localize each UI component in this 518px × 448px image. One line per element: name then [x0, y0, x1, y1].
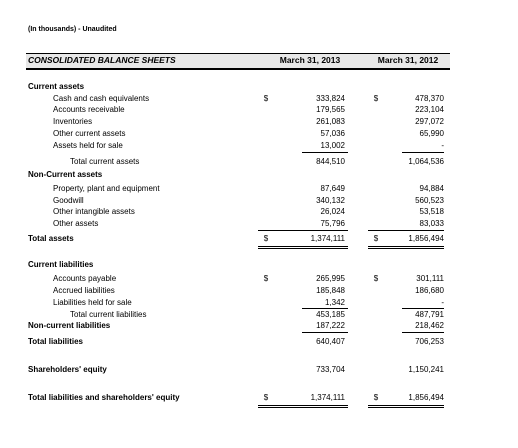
- total-rule: [258, 405, 348, 406]
- value-2013: 453,185: [316, 310, 345, 319]
- table-row: [0, 273, 518, 285]
- value-2013: 57,036: [320, 129, 345, 138]
- row-label: Goodwill: [53, 196, 84, 205]
- row-label: Assets held for sale: [53, 141, 123, 150]
- currency-symbol: $: [263, 234, 269, 243]
- value-2013: 26,024: [320, 207, 345, 216]
- value-2012: 560,523: [415, 196, 444, 205]
- row-label: Non-current liabilities: [28, 321, 111, 330]
- row-label: Cash and cash equivalents: [53, 94, 150, 103]
- row-label: Liabilities held for sale: [53, 298, 132, 307]
- table-row: [0, 392, 518, 404]
- value-2012: -: [441, 298, 444, 307]
- subtotal-rule: [368, 230, 444, 231]
- currency-symbol: $: [373, 234, 379, 243]
- currency-symbol: $: [373, 393, 379, 402]
- value-2012: 706,253: [415, 337, 444, 346]
- value-2012: 1,150,241: [408, 365, 444, 374]
- value-2013: 1,374,111: [310, 393, 345, 402]
- value-2012: 297,072: [415, 117, 444, 126]
- value-2013: 1,374,111: [310, 234, 345, 243]
- value-2012: 1,064,536: [408, 157, 444, 166]
- value-2012: 65,990: [419, 129, 444, 138]
- value-2012: -: [441, 141, 444, 150]
- row-label: Inventories: [53, 117, 93, 126]
- table-row: [0, 285, 518, 297]
- currency-symbol: $: [373, 274, 379, 283]
- total-rule: [258, 246, 348, 247]
- section-non-current-assets: [0, 169, 518, 181]
- total-rule: [258, 407, 348, 408]
- value-2013: 333,824: [316, 94, 345, 103]
- column-header-2012: March 31, 2012: [377, 55, 439, 65]
- value-2012: 94,884: [419, 184, 444, 193]
- row-label: Total assets: [28, 234, 74, 243]
- value-2013: 261,083: [316, 117, 345, 126]
- table-row: [0, 364, 518, 376]
- table-row: [0, 116, 518, 128]
- total-rule: [368, 248, 444, 249]
- value-2013: 340,132: [316, 196, 345, 205]
- table-row: [0, 128, 518, 140]
- table-row: [0, 206, 518, 218]
- currency-symbol: $: [373, 94, 379, 103]
- table-row: [0, 104, 518, 116]
- row-label: Total liabilities and shareholders' equity: [28, 393, 180, 402]
- row-label: Other current assets: [53, 129, 126, 138]
- row-label: Accrued liabilities: [53, 286, 115, 295]
- total-rule: [368, 407, 444, 408]
- subtotal-rule: [302, 152, 348, 153]
- table-row: [0, 233, 518, 245]
- value-2013: 87,649: [320, 184, 345, 193]
- table-row: [0, 336, 518, 348]
- value-2013: 13,002: [320, 141, 345, 150]
- section-current-assets: [0, 81, 518, 93]
- value-2013: 75,796: [320, 219, 345, 228]
- row-label: Accounts receivable: [53, 105, 125, 114]
- value-2013: 733,704: [316, 365, 345, 374]
- table-row: [0, 183, 518, 195]
- value-2013: 640,407: [316, 337, 345, 346]
- value-2012: 478,370: [415, 94, 444, 103]
- value-2013: 844,510: [316, 157, 345, 166]
- row-label: Property, plant and equipment: [53, 184, 160, 193]
- total-rule: [368, 405, 444, 406]
- value-2013: 179,565: [316, 105, 345, 114]
- subtotal-rule: [402, 332, 444, 333]
- statement-title: CONSOLIDATED BALANCE SHEETS: [28, 55, 176, 65]
- value-2012: 1,856,494: [408, 234, 444, 243]
- row-label: Other assets: [53, 219, 99, 228]
- row-label: Non-Current assets: [28, 170, 103, 179]
- units-note: (In thousands) - Unaudited: [28, 26, 117, 33]
- currency-symbol: $: [263, 393, 269, 402]
- table-row: [0, 218, 518, 230]
- row-label: Total current assets: [70, 157, 140, 166]
- row-label: Total current liabilities: [70, 310, 147, 319]
- row-label: Current liabilities: [28, 260, 94, 269]
- row-label: Shareholders' equity: [28, 365, 107, 374]
- table-header: [26, 53, 450, 70]
- value-2012: 218,462: [415, 321, 444, 330]
- total-rule: [368, 246, 444, 247]
- table-row: [0, 156, 518, 168]
- value-2013: 185,848: [316, 286, 345, 295]
- value-2012: 223,104: [415, 105, 444, 114]
- value-2012: 487,791: [415, 310, 444, 319]
- column-header-2013: March 31, 2013: [279, 55, 341, 65]
- row-label: Current assets: [28, 82, 85, 91]
- value-2013: 1,342: [324, 298, 345, 307]
- section-current-liabilities: [0, 259, 518, 271]
- currency-symbol: $: [263, 274, 269, 283]
- value-2012: 301,111: [416, 274, 444, 283]
- value-2013: 265,995: [316, 274, 345, 283]
- value-2012: 83,033: [419, 219, 444, 228]
- value-2013: 187,222: [316, 321, 345, 330]
- total-rule: [258, 248, 348, 249]
- row-label: Total liabilities: [28, 337, 83, 346]
- row-label: Accounts payable: [53, 274, 117, 283]
- subtotal-rule: [302, 332, 348, 333]
- subtotal-rule: [402, 152, 444, 153]
- table-row: [0, 140, 518, 152]
- subtotal-rule: [258, 230, 348, 231]
- row-label: Other intangible assets: [53, 207, 135, 216]
- value-2012: 186,680: [415, 286, 444, 295]
- table-row: [0, 320, 518, 332]
- value-2012: 53,518: [419, 207, 444, 216]
- currency-symbol: $: [263, 94, 269, 103]
- value-2012: 1,856,494: [408, 393, 444, 402]
